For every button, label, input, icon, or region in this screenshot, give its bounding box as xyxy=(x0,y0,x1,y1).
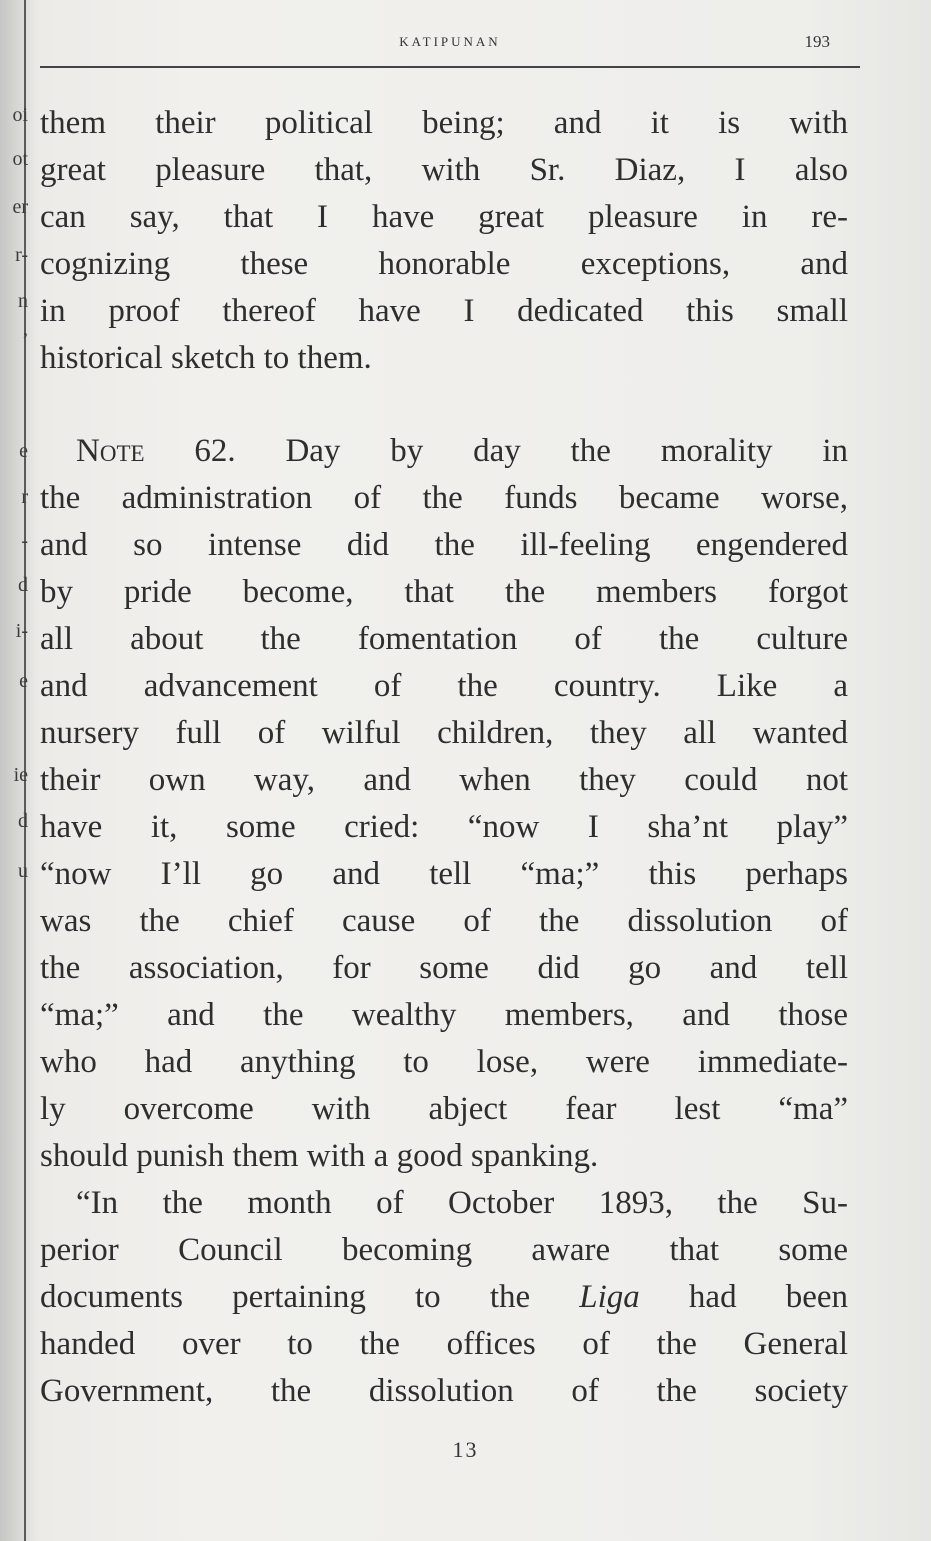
bleed-fragment: , xyxy=(23,318,28,340)
bleed-fragment: d xyxy=(18,574,28,596)
text-line: can say, that I have great pleasure in re- xyxy=(40,199,848,235)
text-line: “now I’ll go and tell “ma;” this perhaps xyxy=(40,856,848,892)
text-line: was the chief cause of the dissolution of xyxy=(40,903,848,939)
text-line: who had anything to lose, were immediate- xyxy=(40,1044,848,1080)
bleed-fragment: r xyxy=(21,486,28,508)
text-line: their own way, and when they could not xyxy=(40,762,848,798)
text-line: “ma;” and the wealthy members, and those xyxy=(40,997,848,1033)
bleed-fragment: d xyxy=(18,810,28,832)
text-line: all about the fomentation of the culture xyxy=(40,621,848,657)
bleed-fragment: n xyxy=(18,290,28,312)
italic-term: Liga xyxy=(579,1279,640,1315)
bleed-fragment: - xyxy=(21,530,28,552)
bleed-fragment: r- xyxy=(15,244,28,266)
text-line: should punish them with a good spanking. xyxy=(40,1138,599,1174)
note-label: Note 62. xyxy=(76,433,236,469)
facing-page-bleed xyxy=(0,0,28,1541)
text-line: perior Council becoming aware that some xyxy=(40,1232,848,1268)
text-line: documents pertaining to the Liga had been xyxy=(40,1279,848,1315)
text-line: ly overcome with abject fear lest “ma” xyxy=(40,1091,848,1127)
text-line: Government, the dissolution of the society xyxy=(40,1373,848,1409)
text-line: and so intense did the ill-feeling engendered xyxy=(40,527,848,563)
running-head-title: KATIPUNAN xyxy=(399,34,501,49)
text-line: have it, some cried: “now I sha’nt play” xyxy=(40,809,848,845)
text-line: handed over to the offices of the General xyxy=(40,1326,848,1362)
text-line: nursery full of wilful children, they all wanted xyxy=(40,715,848,751)
paragraph-dedication xyxy=(40,100,848,382)
note-first-line xyxy=(40,428,848,475)
bleed-fragment: ie xyxy=(13,764,28,786)
bleed-fragment: u xyxy=(18,860,28,882)
running-head xyxy=(40,28,860,72)
page-number: 193 xyxy=(804,32,830,51)
header-rule xyxy=(40,66,860,68)
signature-mark: 13 xyxy=(452,1437,479,1462)
bleed-fragment: er xyxy=(12,196,28,218)
bleed-fragment: i- xyxy=(15,620,28,642)
text-line: historical sketch to them. xyxy=(40,340,372,376)
bleed-fragment: oi xyxy=(12,104,28,126)
text-line: in proof thereof have I dedicated this small xyxy=(40,293,848,329)
paragraph-october-1893 xyxy=(40,1180,848,1415)
paragraph-gap xyxy=(40,382,848,428)
text-line: great pleasure that, with Sr. Diaz, I also xyxy=(40,152,848,188)
text-line: by pride become, that the members forgot xyxy=(40,574,848,610)
bleed-fragment: e xyxy=(19,670,28,692)
body-text xyxy=(40,100,848,1415)
note-first-line-text: Day by day the morality in xyxy=(285,433,849,469)
text-line: and advancement of the country. Like a xyxy=(40,668,848,704)
text-line: the administration of the funds became worse, xyxy=(40,480,848,516)
text-line: them their political being; and it is with xyxy=(40,105,848,141)
bleed-fragment: e xyxy=(19,440,28,462)
text-line: cognizing these honorable exceptions, and xyxy=(40,246,848,282)
bleed-fragment: ot xyxy=(12,148,28,170)
paragraph-note-62 xyxy=(40,428,848,1180)
text-line: the association, for some did go and tell xyxy=(40,950,848,986)
text-line: “In the month of October 1893, the Su- xyxy=(76,1185,848,1221)
